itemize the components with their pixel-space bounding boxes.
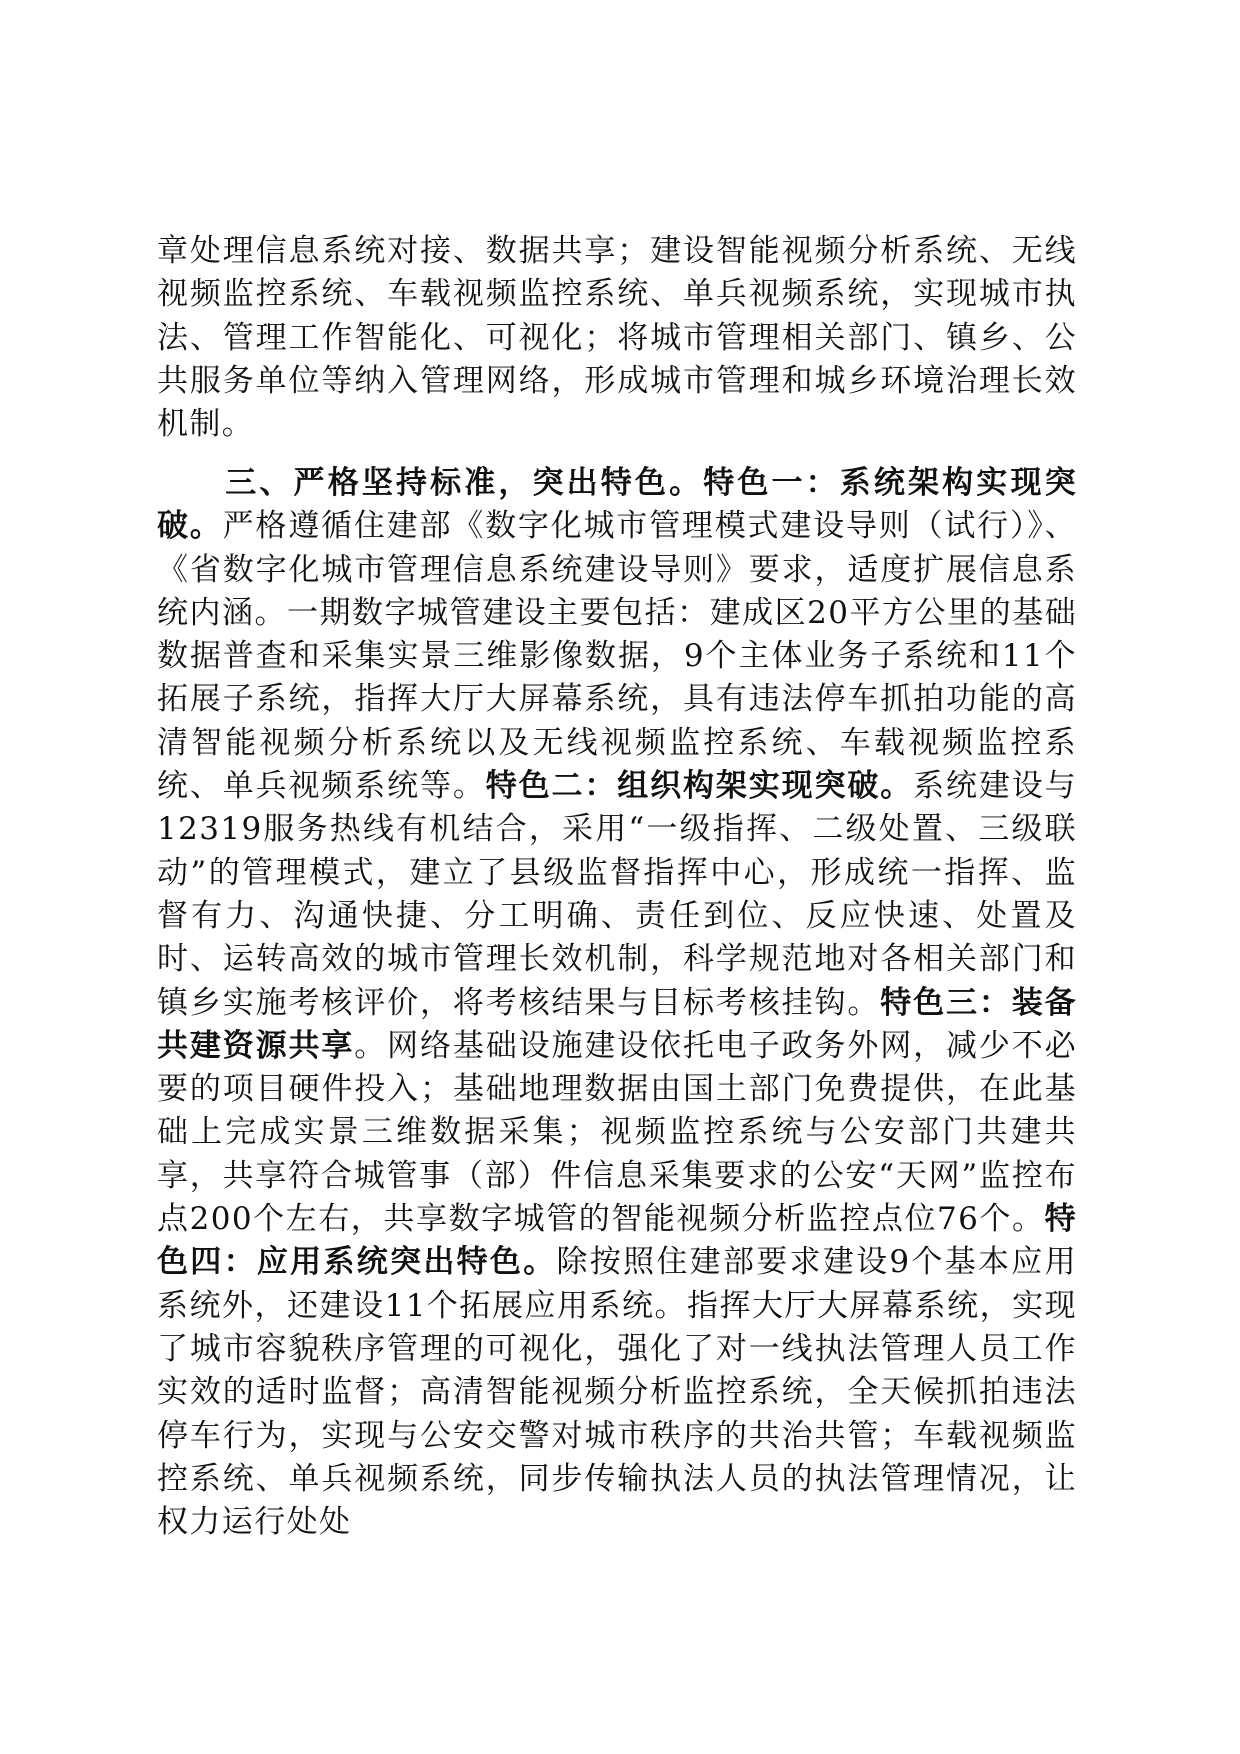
feature-1-title: 特色一：系统架构实现突破。: [157, 465, 1077, 545]
feature-3-title: 特色三：装备共建资源共享: [157, 984, 1077, 1064]
paragraph-continued-text: 章处理信息系统对接、数据共享；建设智能视频分析系统、无线视频监控系统、车载视频监控系统、单兵视频系统，实现城市执法、管理工作智能化、可视化；将城市管理相关部门、镇乡、公共服务单位等纳入管理网络，形成城市管理和城乡环境治理长效机制。: [157, 233, 1077, 443]
feature-2-title: 特色二：组织构架实现突破。: [485, 768, 914, 805]
feature-4-text: 除按照住建部要求建设9个基本应用系统外，还建设11个拓展应用系统。指挥大厅大屏幕系统，实现了城市容貌秩序管理的可视化，强化了对一线执法管理人员工作实效的适时监督；高清智能视频分析监控系统，全天候抓拍违法停车行为，实现与公安交警对城市秩序的共治共管；车载视频监控系统、单兵视频系统，同步传输执法人员的执法管理情况，让权力运行处处: [157, 1244, 1077, 1541]
feature-3-text: 。网络基础设施建设依托电子政务外网，减少不必要的项目硬件投入；基础地理数据由国土部门免费提供，在此基础上完成实景三维数据采集；视频监控系统与公安部门共建共享，共享符合城管事（部）件信息采集要求的公安“天网”监控布点200个左右，共享数字城管的智能视频分析监控点位76个。: [157, 1027, 1077, 1238]
paragraph-continued: [157, 230, 1077, 446]
feature-2-text: 系统建设与12319服务热线有机结合，采用“一级指挥、二级处置、三级联动”的管理模式，建立了县级监督指挥中心，形成统一指挥、监督有力、沟通快捷、分工明确、责任到位、反应快速、处置及时、运转高效的城市管理长效机制，科学规范地对各相关部门和镇乡实施考核评价，将考核结果与目标考核挂钩。: [157, 768, 1078, 1021]
paragraph-section-3: [157, 462, 1077, 1544]
heading-indent: [157, 465, 225, 501]
feature-4-title: 特色四：应用系统突出特色。: [157, 1201, 1077, 1281]
section-3-heading: 三、严格坚持标准，突出特色。: [225, 465, 704, 501]
feature-1-text: 严格遵循住建部《数字化城市管理模式建设导则（试行）》、《省数字化城市管理信息系统建设导则》要求，适度扩展信息系统内涵。一期数字城管建设主要包括：建成区20平方公里的基础数据普查和采集实景三维影像数据，9个主体业务子系统和11个拓展子系统，指挥大厅大屏幕系统，具有违法停车抓拍功能的高清智能视频分析系统以及无线视频监控系统、车载视频监控系统、单兵视频系统等。: [157, 508, 1077, 805]
